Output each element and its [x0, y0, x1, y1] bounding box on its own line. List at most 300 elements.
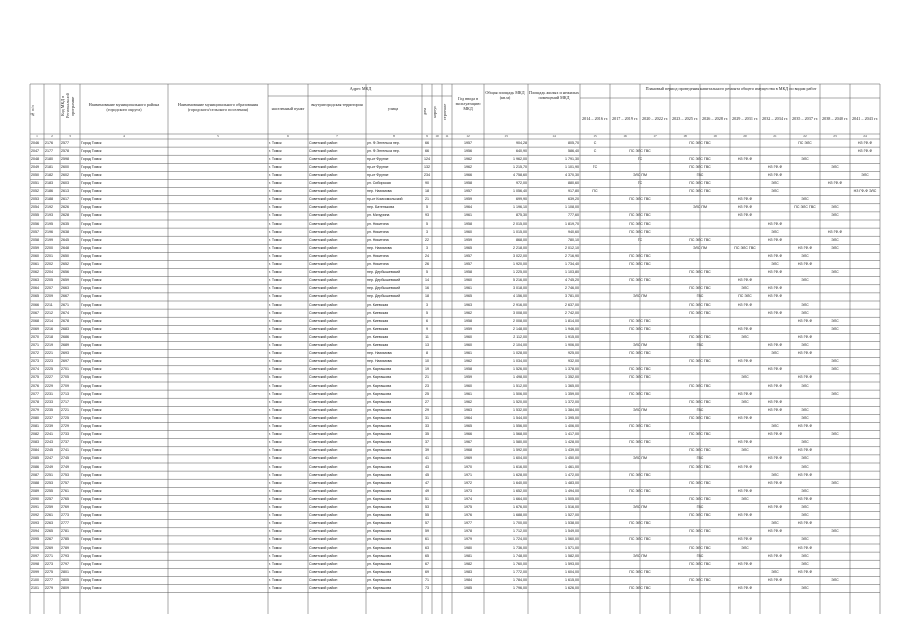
cell-year: 1962: [464, 156, 472, 161]
cell-liv: 1 352,00: [565, 375, 579, 380]
cell-w8: ЭЛС: [861, 172, 869, 177]
cell-w3: ПС ЭЛС ГВС: [689, 561, 711, 566]
cell-w5: НЗ ГФ-Ф: [767, 343, 783, 347]
cell-w5: НЗ ГФ-Ф: [767, 221, 783, 226]
cell-street: пер. Нахимова: [367, 245, 392, 250]
cell-w1: С: [593, 148, 597, 153]
cell-w3: ПС ЭЛС ГВС: [689, 270, 711, 275]
cell-street: ул. Карташова: [367, 513, 392, 518]
cell-w5: НЗ ГФ-Ф: [767, 399, 783, 404]
table-row: [30, 277, 880, 285]
cell-liv: 1 915,00: [565, 334, 579, 339]
table-row: [30, 423, 880, 431]
cell-mun: Город Томск: [81, 415, 102, 420]
cell-house: 63: [425, 545, 429, 550]
cell-area: 1 628,00: [513, 472, 527, 477]
cell-year: 1974: [464, 496, 472, 501]
cell-dist: Советский район: [309, 513, 338, 518]
column-number: 17: [653, 134, 657, 138]
cell-mun: Город Томск: [81, 334, 102, 339]
cell-area: 1 772,00: [513, 569, 527, 574]
cell-street: пр-кт Фрунзе: [367, 156, 389, 161]
cell-mun: Город Томск: [81, 351, 102, 356]
cell-n: 2078: [31, 399, 39, 404]
col-korpus-header: корпус: [432, 105, 437, 119]
cell-year: 1960: [464, 278, 472, 283]
cell-dist: Советский район: [309, 172, 338, 177]
cell-house: 66: [425, 148, 429, 153]
cell-w4: НЗ ГФ-Ф: [737, 156, 753, 161]
cell-w6: ПС ЭЛС ГВС: [794, 205, 816, 210]
cell-place: г. Томск: [269, 197, 282, 202]
cell-area: 640,90: [516, 148, 527, 153]
cell-place: г. Томск: [269, 286, 282, 291]
cell-n: 2080: [31, 415, 39, 420]
cell-n: 2059: [31, 245, 39, 250]
col-settl-header: Наименование муниципального образования (городского/сельского поселения): [177, 102, 259, 112]
table-row: [30, 236, 880, 244]
table-row: [30, 374, 880, 382]
cell-area: 1 520,00: [513, 399, 527, 404]
cell-house: 3: [426, 302, 428, 307]
cell-liv: 2 716,90: [565, 253, 579, 258]
col-year-header: Год ввода в эксплуатацию МКД: [455, 96, 481, 111]
cell-dist: Советский район: [309, 407, 338, 412]
cell-dist: Советский район: [309, 351, 338, 356]
cell-place: г. Томск: [269, 172, 282, 177]
cell-street: пер. Дербышевский: [367, 286, 401, 291]
cell-w2: ЭЛС ПМ: [633, 553, 647, 558]
cell-w2: ЭЛС ПМ: [633, 456, 647, 461]
cell-w7: ЭЛС: [831, 367, 839, 372]
cell-area: 1 640,00: [513, 480, 527, 485]
period-header: 2014 – 2016 гг.: [582, 116, 608, 121]
cell-w3: ПС ЭЛС ГВС: [689, 496, 711, 501]
column-number: 2: [51, 134, 53, 138]
cell-liv: 4 745,20: [565, 278, 579, 283]
cell-place: г. Томск: [269, 464, 282, 469]
cell-mun: Город Томск: [81, 391, 102, 396]
cell-liv: 1 549,00: [565, 529, 579, 534]
cell-code: 2205: [45, 278, 53, 283]
cell-w4: НЗ ГФ-Ф: [737, 302, 753, 307]
cell-dist: Советский район: [309, 294, 338, 299]
cell-place: г. Томск: [269, 407, 282, 412]
table-row: [30, 293, 880, 301]
cell-place: г. Томск: [269, 424, 282, 428]
cell-street: ул. Карташова: [367, 529, 392, 534]
cell-area: 4 156,00: [513, 294, 527, 299]
cell-w6: ЭЛС: [801, 561, 809, 566]
cell-year: 1957: [464, 262, 472, 266]
cell-n: 2068: [31, 318, 39, 323]
cell-dist: Советский район: [309, 505, 338, 509]
table-row: [30, 228, 880, 236]
column-number: 3: [69, 134, 71, 138]
cell-place: г. Томск: [269, 359, 282, 364]
column-number: 8: [393, 134, 395, 138]
cell-area: 2 112,00: [513, 334, 527, 339]
cell-n: 2060: [31, 253, 39, 258]
cell-code: 2219: [45, 343, 53, 347]
cell-year: 1972: [464, 480, 472, 485]
cell-area: 1 580,00: [513, 440, 527, 445]
cell-w3: ГВС: [696, 553, 704, 558]
cell-code: 2227: [45, 375, 53, 380]
cell-n: 2049: [31, 164, 39, 169]
cell-year: 1973: [464, 488, 472, 493]
cell-mun: Город Томск: [81, 156, 102, 161]
cell-place: г. Томск: [269, 326, 282, 331]
cell-n: 2094: [31, 529, 39, 534]
cell-street: ул. Мичурина: [367, 213, 390, 218]
cell-year: 1961: [464, 213, 472, 218]
cell-w3: ПС ЭЛС ГВС: [689, 545, 711, 550]
cell-mun: Город Томск: [81, 529, 102, 534]
cell-code: 2176: [45, 140, 53, 145]
cell-place: г. Томск: [269, 415, 282, 420]
cell-area: 1 568,00: [513, 432, 527, 437]
cell-house: 45: [425, 472, 429, 477]
cell-street: ул. Сибирская: [367, 181, 391, 185]
cell-dist: Советский район: [309, 399, 338, 404]
cell-liv: 1 814,00: [565, 318, 579, 323]
cell-n: 2101: [31, 586, 39, 590]
cell-area: 2 008,00: [513, 318, 527, 323]
cell-w2: ПС ЭЛС ГВС: [629, 221, 651, 226]
cell-year: 1964: [464, 205, 472, 210]
cell-place: г. Томск: [269, 537, 282, 542]
cell-mun: Город Томск: [81, 513, 102, 518]
cell-w6: ЭЛС: [801, 343, 809, 347]
cell-w2: ЭЛС ПМ: [633, 172, 647, 177]
cell-n: 2069: [31, 326, 39, 331]
table-row: [30, 333, 880, 341]
cell-year: 1957: [464, 189, 472, 194]
cell-dist: Советский район: [309, 310, 338, 315]
cell-year: 1961: [464, 286, 472, 291]
cell-liv: 1 527,00: [565, 513, 579, 518]
cell-dist: Советский район: [309, 156, 338, 161]
cell-dist: Советский район: [309, 545, 338, 550]
table-row: [30, 325, 880, 333]
table-row: [30, 220, 880, 228]
cell-dist: Советский район: [309, 334, 338, 339]
column-number: 4: [123, 134, 125, 138]
cell-area: 1 512,00: [513, 383, 527, 388]
cell-code: 2249: [45, 464, 53, 469]
cell-place: г. Томск: [269, 432, 282, 437]
cell-sys: 2578: [61, 148, 69, 153]
cell-code: 2257: [45, 496, 53, 501]
cell-liv: 1 604,00: [565, 569, 579, 574]
cell-place: г. Томск: [269, 472, 282, 477]
cell-mun: Город Томск: [81, 359, 102, 364]
cell-w3: ПС ЭЛС ГВС: [689, 181, 711, 185]
cell-n: 2048: [31, 156, 39, 161]
cell-area: 1 592,00: [513, 448, 527, 453]
cell-n: 2057: [31, 229, 39, 234]
cell-year: 1962: [464, 164, 472, 169]
cell-liv: 1 378,00: [565, 367, 579, 372]
cell-mun: Город Томск: [81, 302, 102, 307]
cell-area: 1 532,00: [513, 407, 527, 412]
cell-area: 1 920,00: [513, 262, 527, 266]
cell-code: 2255: [45, 488, 53, 493]
period-header: 2029 – 2031 гг.: [732, 116, 758, 121]
cell-place: г. Томск: [269, 513, 282, 518]
cell-n: 2051: [31, 181, 39, 185]
cell-dist: Советский район: [309, 496, 338, 501]
cell-code: 2212: [45, 310, 53, 315]
cell-w6: ЭЛС: [801, 586, 809, 590]
cell-n: 2065: [31, 294, 39, 299]
cell-liv: 1 395,00: [565, 415, 579, 420]
cell-w2: ПС ЭЛС ГВС: [629, 229, 651, 234]
cell-n: 2099: [31, 569, 39, 574]
cell-liv: 805,70: [568, 140, 579, 145]
column-number: 6: [287, 134, 289, 138]
table-row: [30, 585, 880, 593]
cell-house: 3: [426, 245, 428, 250]
cell-w5: НЗ ГФ-Ф: [767, 164, 783, 169]
cell-dist: Советский район: [309, 318, 338, 323]
cell-dist: Советский район: [309, 164, 338, 169]
cell-sys: 2652: [61, 262, 69, 266]
cell-sys: 2659: [61, 278, 69, 283]
period-header: 2020 – 2022 гг.: [642, 116, 668, 121]
cell-street: пер. Батенькова: [367, 205, 395, 210]
table-row: [30, 487, 880, 495]
cell-w3: ГВС: [696, 456, 704, 461]
table-row: [30, 520, 880, 528]
cell-liv: 1 516,00: [565, 505, 579, 509]
cell-street: ул. Карташова: [367, 545, 392, 550]
cell-mun: Город Томск: [81, 172, 102, 177]
cell-year: 1957: [464, 140, 472, 145]
cell-street: ул. Карташова: [367, 472, 392, 477]
cell-mun: Город Томск: [81, 464, 102, 469]
cell-code: 2180: [45, 156, 53, 161]
cell-w2: ПС ЭЛС ГВС: [629, 213, 651, 218]
table-row: [30, 252, 880, 260]
cell-code: 2207: [45, 286, 53, 291]
cell-mun: Город Томск: [81, 440, 102, 445]
cell-place: г. Томск: [269, 164, 282, 169]
cell-dist: Советский район: [309, 577, 338, 582]
cell-mun: Город Томск: [81, 432, 102, 437]
cell-liv: 1 906,00: [565, 343, 579, 347]
cell-area: 1 544,00: [513, 415, 527, 420]
col-street-header: улица: [387, 106, 399, 111]
cell-place: г. Томск: [269, 156, 282, 161]
cell-w5: ЭЛС: [771, 472, 779, 477]
cell-year: 1960: [464, 229, 472, 234]
cell-code: 2199: [45, 237, 53, 242]
period-header: 2035 – 2037 гг.: [792, 116, 818, 121]
cell-year: 1956: [464, 148, 472, 153]
cell-street: ул. Никитина: [367, 221, 389, 226]
column-number: 7: [336, 134, 338, 138]
cell-place: г. Томск: [269, 245, 282, 250]
cell-n: 2091: [31, 505, 39, 509]
cell-w4: НЗ ГФ-Ф: [737, 415, 753, 420]
cell-place: г. Томск: [269, 205, 282, 210]
cell-n: 2070: [31, 334, 39, 339]
table-row: [30, 471, 880, 479]
cell-place: г. Томск: [269, 545, 282, 550]
cell-w6: НЗ ГФ-Ф: [797, 424, 813, 428]
column-number: 20: [743, 134, 747, 138]
cell-street: ул. Карташова: [367, 407, 392, 412]
cell-house: 59: [425, 529, 429, 534]
cell-dist: Советский район: [309, 537, 338, 542]
cell-dist: Советский район: [309, 391, 338, 396]
table-row: [30, 382, 880, 390]
cell-liv: 2 746,00: [565, 286, 579, 291]
cell-place: г. Томск: [269, 496, 282, 501]
cell-street: ул. Киевская: [367, 318, 389, 323]
cell-area: 1 616,00: [513, 464, 527, 469]
cell-w7: НЗ ГФ-Ф: [827, 181, 843, 185]
cell-w4: НЗ ГФ-Ф: [737, 359, 753, 364]
cell-sys: 2797: [61, 561, 69, 566]
cell-w3: ГВС: [696, 294, 704, 299]
cell-dist: Советский район: [309, 205, 338, 210]
cell-place: г. Томск: [269, 383, 282, 388]
cell-w4: ПС ЭЛС: [738, 294, 752, 299]
cell-street: пр-кт Фрунзе: [367, 164, 389, 169]
cell-liv: 1 946,00: [565, 326, 579, 331]
cell-house: 5: [426, 270, 428, 275]
cell-dist: Советский район: [309, 253, 338, 258]
cell-house: 61: [425, 537, 429, 542]
cell-house: 11: [425, 334, 429, 339]
cell-liv: 1 450,00: [565, 456, 579, 461]
cell-year: 1961: [464, 351, 472, 356]
cell-w5: ЭЛС: [771, 229, 779, 234]
cell-place: г. Томск: [269, 448, 282, 453]
cell-sys: 2769: [61, 505, 69, 509]
cell-area: 1 712,00: [513, 529, 527, 534]
cell-place: г. Томск: [269, 343, 282, 347]
cell-street: пр-кт Комсомольский: [367, 197, 403, 202]
cell-sys: 2741: [61, 448, 69, 453]
cell-house: 16: [425, 286, 429, 291]
cell-mun: Город Томск: [81, 189, 102, 194]
cell-code: 2188: [45, 197, 53, 202]
cell-w2: ПС ЭЛС ГВС: [629, 424, 651, 428]
cell-dist: Советский район: [309, 278, 338, 283]
cell-house: 31: [425, 415, 429, 420]
cell-sys: 2678: [61, 318, 69, 323]
cell-place: г. Томск: [269, 367, 282, 372]
cell-code: 2195: [45, 221, 53, 226]
cell-street: пер. Дербышевский: [367, 278, 401, 283]
cell-n: 2063: [31, 278, 39, 283]
table-row: [30, 512, 880, 520]
cell-street: ул. Киевская: [367, 310, 389, 315]
cell-street: ул. Ф.Энгельса пер.: [367, 140, 400, 145]
column-number: 9: [426, 134, 428, 138]
column-number: 21: [773, 134, 777, 138]
cell-place: г. Томск: [269, 213, 282, 218]
cell-liv: 1 472,00: [565, 472, 579, 477]
cell-n: 2056: [31, 221, 39, 226]
cell-mun: Город Томск: [81, 456, 102, 461]
cell-sys: 2749: [61, 464, 69, 469]
cell-liv: 1 538,00: [565, 521, 579, 526]
cell-liv: 1 417,00: [565, 432, 579, 437]
cell-w5: ЭЛС: [771, 262, 779, 266]
cell-w6: НЗ ГФ-Ф: [797, 245, 813, 250]
cell-area: 1 225,00: [513, 270, 527, 275]
cell-w5: НЗ ГФ-Ф: [767, 456, 783, 461]
cell-house: 25: [425, 391, 429, 396]
cell-mun: Город Томск: [81, 569, 102, 574]
cell-w6: ЭЛС: [801, 505, 809, 509]
cell-w6: НЗ ГФ-Ф: [797, 375, 813, 380]
cell-place: г. Томск: [269, 318, 282, 323]
cell-house: 19: [425, 367, 429, 372]
col-district-header: внутригородская территория: [311, 102, 363, 107]
cell-n: 2064: [31, 286, 39, 291]
cell-street: ул. Карташова: [367, 586, 392, 590]
cell-w2: ПС ЭЛС ГВС: [629, 253, 651, 258]
table-row: [30, 414, 880, 422]
cell-dist: Советский район: [309, 140, 338, 145]
cell-place: г. Томск: [269, 569, 282, 574]
cell-liv: 1 406,00: [565, 424, 579, 428]
cell-n: 2086: [31, 464, 39, 469]
cell-area: 1 196,10: [513, 205, 527, 210]
table-row: [30, 544, 880, 552]
column-number: 23: [833, 134, 837, 138]
cell-code: 2279: [45, 586, 53, 590]
cell-house: 5: [426, 221, 428, 226]
cell-house: 55: [425, 513, 429, 518]
cell-place: г. Томск: [269, 488, 282, 493]
cell-dist: Советский район: [309, 262, 338, 266]
cell-place: г. Томск: [269, 270, 282, 275]
cell-w2: ПС ЭЛС ГВС: [629, 367, 651, 372]
table-row: [30, 285, 880, 293]
cell-code: 2204: [45, 270, 53, 275]
cell-year: 1965: [464, 424, 472, 428]
cell-street: ул. Карташова: [367, 505, 392, 509]
cell-place: г. Томск: [269, 351, 282, 356]
address-group-header: Адрес МКД: [349, 86, 372, 91]
cell-year: 1965: [464, 245, 472, 250]
cell-house: 67: [425, 561, 429, 566]
register-sheet: [30, 84, 880, 614]
cell-dist: Советский район: [309, 237, 338, 242]
cell-mun: Город Томск: [81, 586, 102, 590]
cell-sys: 2667: [61, 294, 69, 299]
cell-area: 1 506,00: [513, 391, 527, 396]
cell-n: 2050: [31, 172, 39, 177]
cell-sys: 2693: [61, 351, 69, 356]
cell-place: г. Томск: [269, 148, 282, 153]
cell-liv: 1 103,80: [565, 270, 579, 275]
cell-w7: ЭЛС: [831, 164, 839, 169]
cell-place: г. Томск: [269, 399, 282, 404]
cell-liv: 1 108,00: [565, 205, 579, 210]
cell-w2: ПС ЭЛС ГВС: [629, 569, 651, 574]
cell-place: г. Томск: [269, 229, 282, 234]
cell-area: 3 018,00: [513, 286, 527, 291]
cell-n: 2084: [31, 448, 39, 453]
